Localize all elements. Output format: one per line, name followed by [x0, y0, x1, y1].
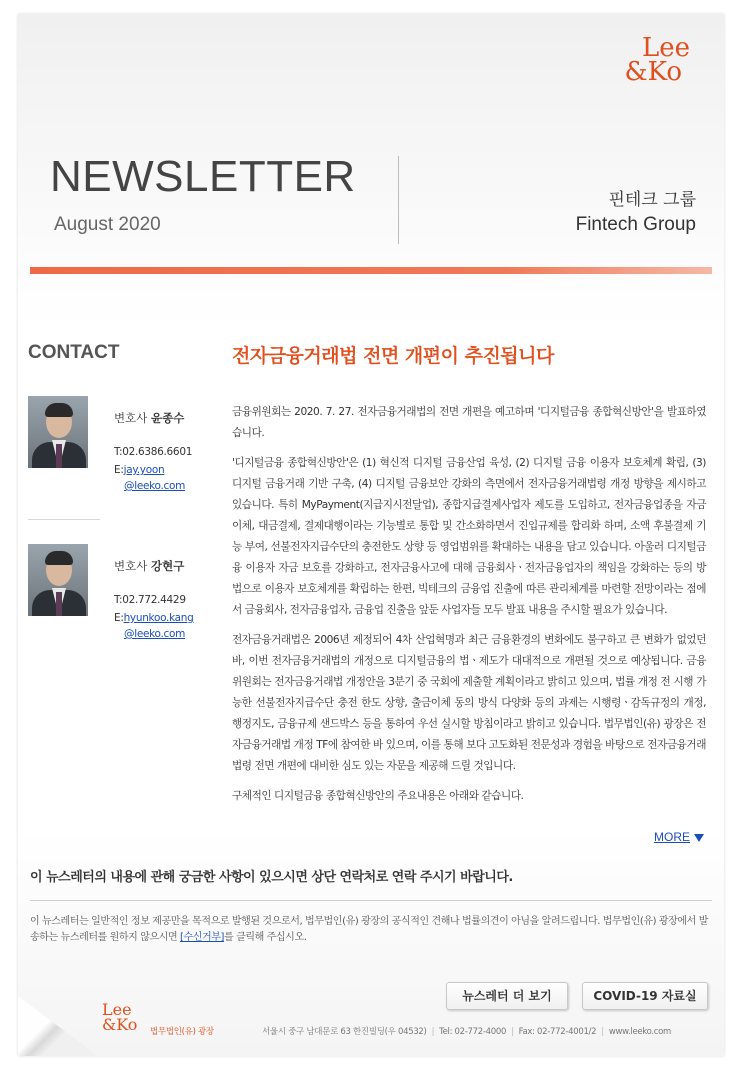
lawyer-email: E:hyunkoo.kang @leeko.com — [114, 612, 194, 640]
article-paragraph: 금융위원회는 2020. 7. 27. 전자금융거래법의 전면 개편을 예고하며 '디지털금융 종합혁신방안'을 발표하였습니다. — [232, 406, 706, 439]
article-paragraph: 구체적인 디지털금융 종합혁신방안의 주요내용은 아래와 같습니다. — [232, 790, 524, 802]
disclaimer-text: 이 뉴스레터는 일반적인 정보 제공만을 목적으로 발행된 것으로서, 법무법인(유) 광장의 공식적인 견해나 법률의견이 아님을 알려드립니다. 법무법인(유) 광장에서 발송하는 뉴스레터를 원하지 않으시면 [수신거부]를 클릭해 주십시오. — [30, 916, 708, 943]
article-title: 전자금융거래법 전면 개편이 추진됩니다 — [232, 345, 554, 367]
lawyer-email: E:jay.yoon @leeko.com — [114, 464, 186, 492]
footer-address: 서울시 중구 남대문로 63 한진빌딩(우 04532) | Tel: 02-772-4000 | Fax: 02-772-4001/2 | www.leeko.com — [262, 1027, 672, 1037]
lawyer-name: 변호사 강현구 — [114, 559, 185, 573]
triangle-down-icon — [694, 834, 704, 842]
newsletter-date: August 2020 — [54, 214, 161, 235]
lee-ko-logo: Lee &Ko — [624, 33, 690, 87]
more-link[interactable]: MORE — [654, 830, 704, 844]
email-link[interactable]: hyunkoo.kang — [123, 612, 194, 624]
article-paragraph: '디지털금융 종합혁신방안'은 (1) 혁신적 디지털 금융산업 육성, (2) 디지털 금융 이용자 보호체계 확립, (3) 디지털 금융거래 기반 구축, (4) 디지털 금융보안 강화의 측면에서 전자금융거래법령 개정 방향을 제시하고 있습니다. 특히 MyPayment(지급지시전달업), 종합지급결제사업자 제도를 도입하고, 전자금융업종을 자금이체, 대금결제, 결제대행이라는 기능별로 통합 및 간소화하면서 진입규제를 합리화 하며, 소액 후불결제 기능 부여, 선불전자지급수단의 충전한도 상향 등 영업범위를 확대하는 내용을 담고 있습니다. 아울러 디지털금융 이용자 자금 보호를 강화하고, 전자금융사고에 대해 금융회사ㆍ전자금융업자의 책임을 강화하는 등의 방법으로 이용자 보호체계를 확립하는 한편, 빅테크의 금융업 진출에 따른 관리체계를 마련할 전망이라는 점에서 금융회사, 전자금융업자, 금융업 진출을 앞둔 사업자들 모두 발표 내용을 주시할 필요가 있습니다. — [232, 457, 706, 616]
unsubscribe-link[interactable]: [수신거부] — [180, 932, 225, 943]
lawyer-tel: T:02.6386.6601 — [114, 446, 193, 458]
website-link[interactable]: www.leeko.com — [608, 1027, 672, 1037]
footer-logo: Lee &Ko — [102, 1000, 138, 1034]
email-domain-link[interactable]: @leeko.com — [124, 480, 186, 492]
lawyer-photo — [28, 544, 88, 616]
contact-title: CONTACT — [28, 342, 120, 363]
contact-notice: 이 뉴스레터의 내용에 관해 궁금한 사항이 있으시면 상단 연락처로 연락 주시기 바랍니다. — [30, 870, 513, 885]
contact-separator — [28, 519, 100, 520]
newsletter-page — [18, 14, 724, 1056]
lawyer-tel: T:02.772.4429 — [114, 594, 186, 606]
group-name-ko: 핀테크 그룹 — [608, 190, 696, 210]
article-paragraph: 전자금융거래법은 2006년 제정되어 4차 산업혁명과 최근 금융환경의 변화에도 불구하고 큰 변화가 없었던 바, 이번 전자금융거래법의 개정으로 디지털금융의 법ㆍ제도가 대대적으로 개편될 것으로 예상됩니다. 금융위원회는 전자금융거래법 개정안을 3분기 중 국회에 제출할 계획이라고 밝히고 있으며, 법률 개정 전 시행 가능한 선불전자지급수단 충전 한도 상향, 출금이체 동의 방식 다양화 등의 과제는 시행령ㆍ감독규정의 개정, 행정지도, 금융규제 샌드박스 등을 통하여 우선 실시할 방침이라고 밝히고 있습니다. 법무법인(유) 광장은 전자금융거래법 개정 TF에 참여한 바 있으며, 이를 통해 보다 고도화된 전문성과 경험을 바탕으로 전자금융거래법령 전면 개편에 대비한 심도 있는 자문을 제공해 드릴 것입니다. — [232, 634, 706, 772]
group-name-en: Fintech Group — [575, 214, 696, 235]
article-body — [232, 402, 706, 816]
footer-firm-name: 법무법인(유) 광장 — [150, 1027, 214, 1037]
email-link[interactable]: jay.yoon — [123, 464, 165, 476]
lawyer-name: 변호사 윤종수 — [114, 411, 185, 425]
email-domain-link[interactable]: @leeko.com — [124, 628, 186, 640]
covid-resources-button[interactable]: COVID-19 자료실 — [582, 982, 708, 1010]
page-curl — [18, 996, 98, 1056]
header-divider — [398, 156, 399, 244]
accent-bar — [30, 267, 712, 274]
more-newsletters-button[interactable]: 뉴스레터 더 보기 — [446, 982, 568, 1010]
newsletter-title: NEWSLETTER — [50, 152, 356, 201]
footer-divider — [30, 900, 712, 901]
lawyer-photo — [28, 396, 88, 468]
